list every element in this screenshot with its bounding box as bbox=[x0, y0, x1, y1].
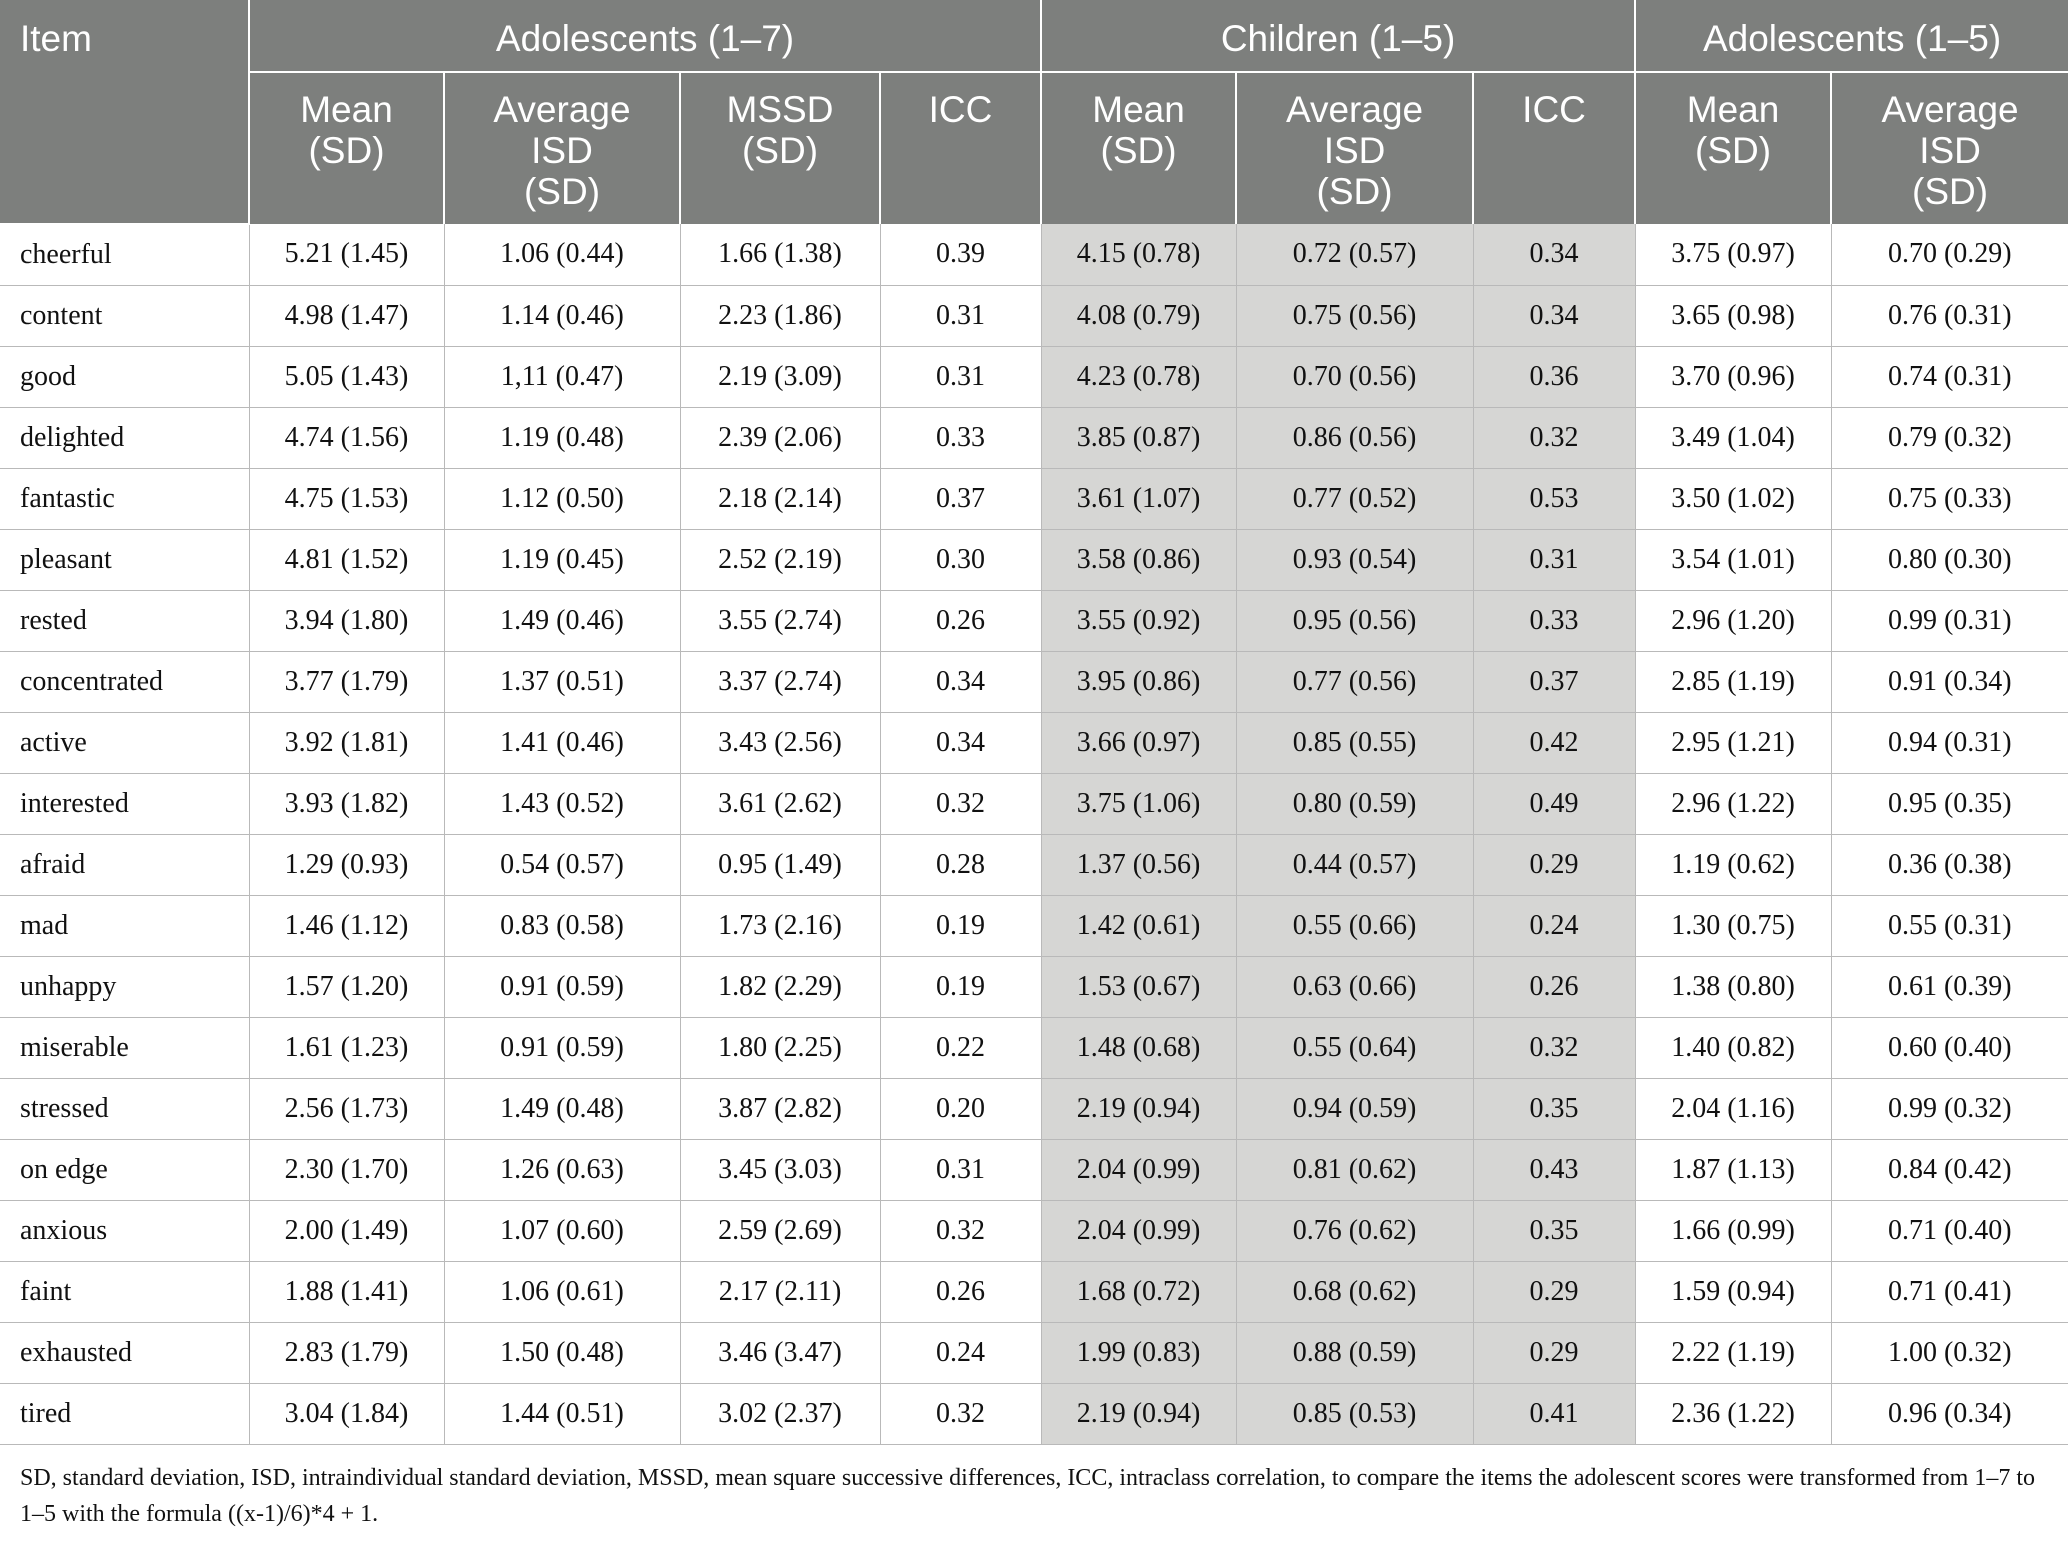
subheader-icc-6 bbox=[1473, 72, 1635, 224]
value-cell: 3.54 (1.01) bbox=[1635, 529, 1831, 590]
table-row bbox=[0, 529, 2068, 590]
value-cell: 0.32 bbox=[880, 1200, 1041, 1261]
value-cell: 0.75 (0.56) bbox=[1236, 285, 1473, 346]
value-cell: 1.44 (0.51) bbox=[444, 1383, 680, 1444]
value-cell: 3.50 (1.02) bbox=[1635, 468, 1831, 529]
table-row bbox=[0, 1383, 2068, 1444]
value-cell: 2.52 (2.19) bbox=[680, 529, 880, 590]
table-row bbox=[0, 346, 2068, 407]
subheader-line: Average bbox=[493, 89, 631, 130]
value-cell: 0.30 bbox=[880, 529, 1041, 590]
value-cell: 2.59 (2.69) bbox=[680, 1200, 880, 1261]
value-cell: 1.68 (0.72) bbox=[1041, 1261, 1236, 1322]
subheader-line: Mean bbox=[1686, 89, 1780, 130]
value-cell: 0.34 bbox=[1473, 285, 1635, 346]
value-cell: 1.87 (1.13) bbox=[1635, 1139, 1831, 1200]
value-cell: 5.05 (1.43) bbox=[249, 346, 444, 407]
value-cell: 2.04 (0.99) bbox=[1041, 1139, 1236, 1200]
value-cell: 3.65 (0.98) bbox=[1635, 285, 1831, 346]
value-cell: 0.60 (0.40) bbox=[1831, 1017, 2068, 1078]
value-cell: 0.29 bbox=[1473, 834, 1635, 895]
value-cell: 1.14 (0.46) bbox=[444, 285, 680, 346]
value-cell: 0.79 (0.32) bbox=[1831, 407, 2068, 468]
value-cell: 0.91 (0.59) bbox=[444, 956, 680, 1017]
value-cell: 3.61 (1.07) bbox=[1041, 468, 1236, 529]
table-row bbox=[0, 1078, 2068, 1139]
subheader-mean-sd-7 bbox=[1635, 72, 1831, 224]
value-cell: 3.45 (3.03) bbox=[680, 1139, 880, 1200]
value-cell: 0.29 bbox=[1473, 1261, 1635, 1322]
item-name-cell: active bbox=[0, 712, 249, 773]
value-cell: 0.77 (0.52) bbox=[1236, 468, 1473, 529]
value-cell: 0.85 (0.55) bbox=[1236, 712, 1473, 773]
value-cell: 1.30 (0.75) bbox=[1635, 895, 1831, 956]
value-cell: 0.55 (0.66) bbox=[1236, 895, 1473, 956]
value-cell: 0.34 bbox=[880, 651, 1041, 712]
subheader-line: Mean bbox=[300, 89, 393, 130]
table-row bbox=[0, 956, 2068, 1017]
value-cell: 0.75 (0.33) bbox=[1831, 468, 2068, 529]
value-cell: 1.66 (0.99) bbox=[1635, 1200, 1831, 1261]
value-cell: 2.85 (1.19) bbox=[1635, 651, 1831, 712]
value-cell: 1.19 (0.62) bbox=[1635, 834, 1831, 895]
value-cell: 2.17 (2.11) bbox=[680, 1261, 880, 1322]
subheader-line: ISD bbox=[1323, 130, 1386, 171]
value-cell: 2.96 (1.20) bbox=[1635, 590, 1831, 651]
value-cell: 0.81 (0.62) bbox=[1236, 1139, 1473, 1200]
value-cell: 2.19 (0.94) bbox=[1041, 1078, 1236, 1139]
value-cell: 3.75 (0.97) bbox=[1635, 224, 1831, 285]
group-header-adolescents-1-7: Adolescents (1–7) bbox=[249, 0, 1041, 72]
subheader-line: (SD) bbox=[1695, 130, 1772, 171]
value-cell: 0.26 bbox=[880, 590, 1041, 651]
value-cell: 0.31 bbox=[880, 346, 1041, 407]
value-cell: 1.50 (0.48) bbox=[444, 1322, 680, 1383]
value-cell: 0.20 bbox=[880, 1078, 1041, 1139]
value-cell: 0.95 (1.49) bbox=[680, 834, 880, 895]
value-cell: 1.38 (0.80) bbox=[1635, 956, 1831, 1017]
value-cell: 4.98 (1.47) bbox=[249, 285, 444, 346]
subheader-line: ISD bbox=[531, 130, 593, 171]
value-cell: 0.36 (0.38) bbox=[1831, 834, 2068, 895]
value-cell: 0.80 (0.30) bbox=[1831, 529, 2068, 590]
value-cell: 0.71 (0.40) bbox=[1831, 1200, 2068, 1261]
value-cell: 0.84 (0.42) bbox=[1831, 1139, 2068, 1200]
value-cell: 0.19 bbox=[880, 895, 1041, 956]
table-row bbox=[0, 1322, 2068, 1383]
item-name-cell: afraid bbox=[0, 834, 249, 895]
value-cell: 1.37 (0.51) bbox=[444, 651, 680, 712]
table-row bbox=[0, 468, 2068, 529]
value-cell: 3.61 (2.62) bbox=[680, 773, 880, 834]
value-cell: 3.46 (3.47) bbox=[680, 1322, 880, 1383]
value-cell: 0.76 (0.31) bbox=[1831, 285, 2068, 346]
table-row bbox=[0, 590, 2068, 651]
item-column-header: Item bbox=[0, 0, 249, 224]
value-cell: 1.12 (0.50) bbox=[444, 468, 680, 529]
value-cell: 4.81 (1.52) bbox=[249, 529, 444, 590]
subheader-line: (SD) bbox=[1316, 171, 1393, 212]
value-cell: 0.31 bbox=[880, 1139, 1041, 1200]
value-cell: 2.04 (0.99) bbox=[1041, 1200, 1236, 1261]
subheader-average-isd-sd-1 bbox=[444, 72, 680, 224]
value-cell: 0.94 (0.59) bbox=[1236, 1078, 1473, 1139]
value-cell: 1.73 (2.16) bbox=[680, 895, 880, 956]
value-cell: 1.41 (0.46) bbox=[444, 712, 680, 773]
value-cell: 0.31 bbox=[880, 285, 1041, 346]
value-cell: 4.23 (0.78) bbox=[1041, 346, 1236, 407]
value-cell: 0.91 (0.59) bbox=[444, 1017, 680, 1078]
value-cell: 0.33 bbox=[1473, 590, 1635, 651]
table-row bbox=[0, 1261, 2068, 1322]
value-cell: 0.35 bbox=[1473, 1200, 1635, 1261]
value-cell: 0.99 (0.32) bbox=[1831, 1078, 2068, 1139]
value-cell: 1.40 (0.82) bbox=[1635, 1017, 1831, 1078]
value-cell: 0.41 bbox=[1473, 1383, 1635, 1444]
value-cell: 3.37 (2.74) bbox=[680, 651, 880, 712]
table-row bbox=[0, 1139, 2068, 1200]
value-cell: 1.42 (0.61) bbox=[1041, 895, 1236, 956]
value-cell: 1.66 (1.38) bbox=[680, 224, 880, 285]
value-cell: 1.99 (0.83) bbox=[1041, 1322, 1236, 1383]
item-name-cell: content bbox=[0, 285, 249, 346]
value-cell: 0.96 (0.34) bbox=[1831, 1383, 2068, 1444]
table-row bbox=[0, 1200, 2068, 1261]
value-cell: 0.70 (0.56) bbox=[1236, 346, 1473, 407]
value-cell: 1.19 (0.48) bbox=[444, 407, 680, 468]
value-cell: 1.80 (2.25) bbox=[680, 1017, 880, 1078]
value-cell: 3.93 (1.82) bbox=[249, 773, 444, 834]
item-name-cell: anxious bbox=[0, 1200, 249, 1261]
value-cell: 0.32 bbox=[1473, 407, 1635, 468]
value-cell: 3.94 (1.80) bbox=[249, 590, 444, 651]
value-cell: 0.63 (0.66) bbox=[1236, 956, 1473, 1017]
value-cell: 1.49 (0.48) bbox=[444, 1078, 680, 1139]
value-cell: 0.43 bbox=[1473, 1139, 1635, 1200]
value-cell: 0.44 (0.57) bbox=[1236, 834, 1473, 895]
value-cell: 2.96 (1.22) bbox=[1635, 773, 1831, 834]
table-row bbox=[0, 224, 2068, 285]
value-cell: 0.95 (0.35) bbox=[1831, 773, 2068, 834]
value-cell: 0.55 (0.31) bbox=[1831, 895, 2068, 956]
value-cell: 0.86 (0.56) bbox=[1236, 407, 1473, 468]
group-header-children-1-5: Children (1–5) bbox=[1041, 0, 1635, 72]
value-cell: 2.19 (0.94) bbox=[1041, 1383, 1236, 1444]
value-cell: 0.53 bbox=[1473, 468, 1635, 529]
subheader-line: ISD bbox=[1919, 130, 1981, 171]
value-cell: 2.19 (3.09) bbox=[680, 346, 880, 407]
item-name-cell: on edge bbox=[0, 1139, 249, 1200]
value-cell: 1.82 (2.29) bbox=[680, 956, 880, 1017]
table-body bbox=[0, 224, 2068, 1444]
value-cell: 3.55 (0.92) bbox=[1041, 590, 1236, 651]
value-cell: 2.83 (1.79) bbox=[249, 1322, 444, 1383]
value-cell: 0.34 bbox=[1473, 224, 1635, 285]
value-cell: 0.42 bbox=[1473, 712, 1635, 773]
item-name-cell: exhausted bbox=[0, 1322, 249, 1383]
value-cell: 1.26 (0.63) bbox=[444, 1139, 680, 1200]
value-cell: 0.32 bbox=[1473, 1017, 1635, 1078]
value-cell: 3.55 (2.74) bbox=[680, 590, 880, 651]
value-cell: 0.28 bbox=[880, 834, 1041, 895]
value-cell: 0.24 bbox=[1473, 895, 1635, 956]
value-cell: 1.48 (0.68) bbox=[1041, 1017, 1236, 1078]
value-cell: 1.61 (1.23) bbox=[249, 1017, 444, 1078]
value-cell: 4.15 (0.78) bbox=[1041, 224, 1236, 285]
value-cell: 0.39 bbox=[880, 224, 1041, 285]
value-cell: 2.95 (1.21) bbox=[1635, 712, 1831, 773]
group-header-adolescents-1-5: Adolescents (1–5) bbox=[1635, 0, 2068, 72]
value-cell: 0.95 (0.56) bbox=[1236, 590, 1473, 651]
value-cell: 0.76 (0.62) bbox=[1236, 1200, 1473, 1261]
value-cell: 0.32 bbox=[880, 773, 1041, 834]
item-name-cell: rested bbox=[0, 590, 249, 651]
value-cell: 0.88 (0.59) bbox=[1236, 1322, 1473, 1383]
value-cell: 0.71 (0.41) bbox=[1831, 1261, 2068, 1322]
value-cell: 2.39 (2.06) bbox=[680, 407, 880, 468]
subheader-line: (SD) bbox=[308, 130, 385, 171]
item-name-cell: unhappy bbox=[0, 956, 249, 1017]
value-cell: 0.77 (0.56) bbox=[1236, 651, 1473, 712]
subheader-line: (SD) bbox=[1912, 171, 1989, 212]
table-row bbox=[0, 834, 2068, 895]
value-cell: 0.33 bbox=[880, 407, 1041, 468]
value-cell: 3.87 (2.82) bbox=[680, 1078, 880, 1139]
subheader-mean-sd-4 bbox=[1041, 72, 1236, 224]
item-name-cell: good bbox=[0, 346, 249, 407]
value-cell: 3.70 (0.96) bbox=[1635, 346, 1831, 407]
value-cell: 0.80 (0.59) bbox=[1236, 773, 1473, 834]
value-cell: 0.70 (0.29) bbox=[1831, 224, 2068, 285]
table-row bbox=[0, 407, 2068, 468]
value-cell: 3.75 (1.06) bbox=[1041, 773, 1236, 834]
table-footnote: SD, standard deviation, ISD, intraindividual standard deviation, MSSD, mean square successive differences, ICC, intraclass correlation, to compare the items the adolescent scores were transformed from 1–7 to 1–5 with the formula ((x-1)/6)*4 + 1. bbox=[20, 1465, 2035, 1527]
value-cell: 2.36 (1.22) bbox=[1635, 1383, 1831, 1444]
value-cell: 4.08 (0.79) bbox=[1041, 285, 1236, 346]
item-name-cell: stressed bbox=[0, 1078, 249, 1139]
value-cell: 1.19 (0.45) bbox=[444, 529, 680, 590]
value-cell: 1.88 (1.41) bbox=[249, 1261, 444, 1322]
value-cell: 0.83 (0.58) bbox=[444, 895, 680, 956]
value-cell: 3.77 (1.79) bbox=[249, 651, 444, 712]
value-cell: 0.37 bbox=[880, 468, 1041, 529]
value-cell: 3.92 (1.81) bbox=[249, 712, 444, 773]
subheader-line: Mean bbox=[1092, 89, 1185, 130]
value-cell: 1.37 (0.56) bbox=[1041, 834, 1236, 895]
value-cell: 0.49 bbox=[1473, 773, 1635, 834]
value-cell: 0.99 (0.31) bbox=[1831, 590, 2068, 651]
value-cell: 3.49 (1.04) bbox=[1635, 407, 1831, 468]
value-cell: 4.74 (1.56) bbox=[249, 407, 444, 468]
value-cell: 0.35 bbox=[1473, 1078, 1635, 1139]
item-name-cell: concentrated bbox=[0, 651, 249, 712]
value-cell: 3.85 (0.87) bbox=[1041, 407, 1236, 468]
value-cell: 1.06 (0.44) bbox=[444, 224, 680, 285]
value-cell: 3.43 (2.56) bbox=[680, 712, 880, 773]
subheader-line: ICC bbox=[1522, 89, 1586, 130]
table-row bbox=[0, 285, 2068, 346]
value-cell: 2.18 (2.14) bbox=[680, 468, 880, 529]
value-cell: 1,11 (0.47) bbox=[444, 346, 680, 407]
table-header bbox=[0, 0, 2068, 224]
subheader-line: (SD) bbox=[523, 171, 601, 212]
subheader-row bbox=[0, 72, 2068, 224]
value-cell: 2.23 (1.86) bbox=[680, 285, 880, 346]
subheader-line: Average bbox=[1881, 89, 2019, 130]
value-cell: 2.56 (1.73) bbox=[249, 1078, 444, 1139]
value-cell: 0.61 (0.39) bbox=[1831, 956, 2068, 1017]
subheader-average-isd-sd-8 bbox=[1831, 72, 2068, 224]
value-cell: 0.22 bbox=[880, 1017, 1041, 1078]
value-cell: 1.29 (0.93) bbox=[249, 834, 444, 895]
value-cell: 2.00 (1.49) bbox=[249, 1200, 444, 1261]
item-name-cell: faint bbox=[0, 1261, 249, 1322]
subheader-icc-3 bbox=[880, 72, 1041, 224]
value-cell: 0.37 bbox=[1473, 651, 1635, 712]
value-cell: 1.57 (1.20) bbox=[249, 956, 444, 1017]
value-cell: 0.29 bbox=[1473, 1322, 1635, 1383]
value-cell: 0.36 bbox=[1473, 346, 1635, 407]
subheader-line: (SD) bbox=[1100, 130, 1177, 171]
table-row bbox=[0, 651, 2068, 712]
value-cell: 0.19 bbox=[880, 956, 1041, 1017]
value-cell: 0.31 bbox=[1473, 529, 1635, 590]
subheader-line: (SD) bbox=[741, 130, 819, 171]
item-name-cell: cheerful bbox=[0, 224, 249, 285]
value-cell: 0.85 (0.53) bbox=[1236, 1383, 1473, 1444]
table-row bbox=[0, 773, 2068, 834]
value-cell: 0.93 (0.54) bbox=[1236, 529, 1473, 590]
value-cell: 0.24 bbox=[880, 1322, 1041, 1383]
value-cell: 2.22 (1.19) bbox=[1635, 1322, 1831, 1383]
value-cell: 3.04 (1.84) bbox=[249, 1383, 444, 1444]
table-row bbox=[0, 712, 2068, 773]
value-cell: 3.66 (0.97) bbox=[1041, 712, 1236, 773]
item-name-cell: miserable bbox=[0, 1017, 249, 1078]
value-cell: 3.58 (0.86) bbox=[1041, 529, 1236, 590]
item-name-cell: mad bbox=[0, 895, 249, 956]
subheader-mean-sd-0 bbox=[249, 72, 444, 224]
value-cell: 0.94 (0.31) bbox=[1831, 712, 2068, 773]
value-cell: 1.53 (0.67) bbox=[1041, 956, 1236, 1017]
value-cell: 0.72 (0.57) bbox=[1236, 224, 1473, 285]
value-cell: 1.06 (0.61) bbox=[444, 1261, 680, 1322]
subheader-line: ICC bbox=[928, 89, 993, 130]
value-cell: 1.46 (1.12) bbox=[249, 895, 444, 956]
value-cell: 5.21 (1.45) bbox=[249, 224, 444, 285]
item-name-cell: delighted bbox=[0, 407, 249, 468]
item-name-cell: interested bbox=[0, 773, 249, 834]
value-cell: 0.68 (0.62) bbox=[1236, 1261, 1473, 1322]
subheader-mssd-sd-2 bbox=[680, 72, 880, 224]
value-cell: 1.07 (0.60) bbox=[444, 1200, 680, 1261]
subheader-average-isd-sd-5 bbox=[1236, 72, 1473, 224]
value-cell: 0.26 bbox=[1473, 956, 1635, 1017]
value-cell: 3.02 (2.37) bbox=[680, 1383, 880, 1444]
value-cell: 0.32 bbox=[880, 1383, 1041, 1444]
table-row bbox=[0, 895, 2068, 956]
value-cell: 4.75 (1.53) bbox=[249, 468, 444, 529]
value-cell: 0.91 (0.34) bbox=[1831, 651, 2068, 712]
value-cell: 2.04 (1.16) bbox=[1635, 1078, 1831, 1139]
subheader-line: Average bbox=[1285, 89, 1424, 130]
subheader-line: MSSD bbox=[726, 89, 834, 130]
value-cell: 1.49 (0.46) bbox=[444, 590, 680, 651]
item-name-cell: tired bbox=[0, 1383, 249, 1444]
value-cell: 0.74 (0.31) bbox=[1831, 346, 2068, 407]
item-name-cell: pleasant bbox=[0, 529, 249, 590]
value-cell: 0.54 (0.57) bbox=[444, 834, 680, 895]
table-row bbox=[0, 1017, 2068, 1078]
value-cell: 1.43 (0.52) bbox=[444, 773, 680, 834]
item-name-cell: fantastic bbox=[0, 468, 249, 529]
value-cell: 0.26 bbox=[880, 1261, 1041, 1322]
value-cell: 3.95 (0.86) bbox=[1041, 651, 1236, 712]
value-cell: 1.59 (0.94) bbox=[1635, 1261, 1831, 1322]
value-cell: 0.34 bbox=[880, 712, 1041, 773]
value-cell: 0.55 (0.64) bbox=[1236, 1017, 1473, 1078]
value-cell: 1.00 (0.32) bbox=[1831, 1322, 2068, 1383]
value-cell: 2.30 (1.70) bbox=[249, 1139, 444, 1200]
